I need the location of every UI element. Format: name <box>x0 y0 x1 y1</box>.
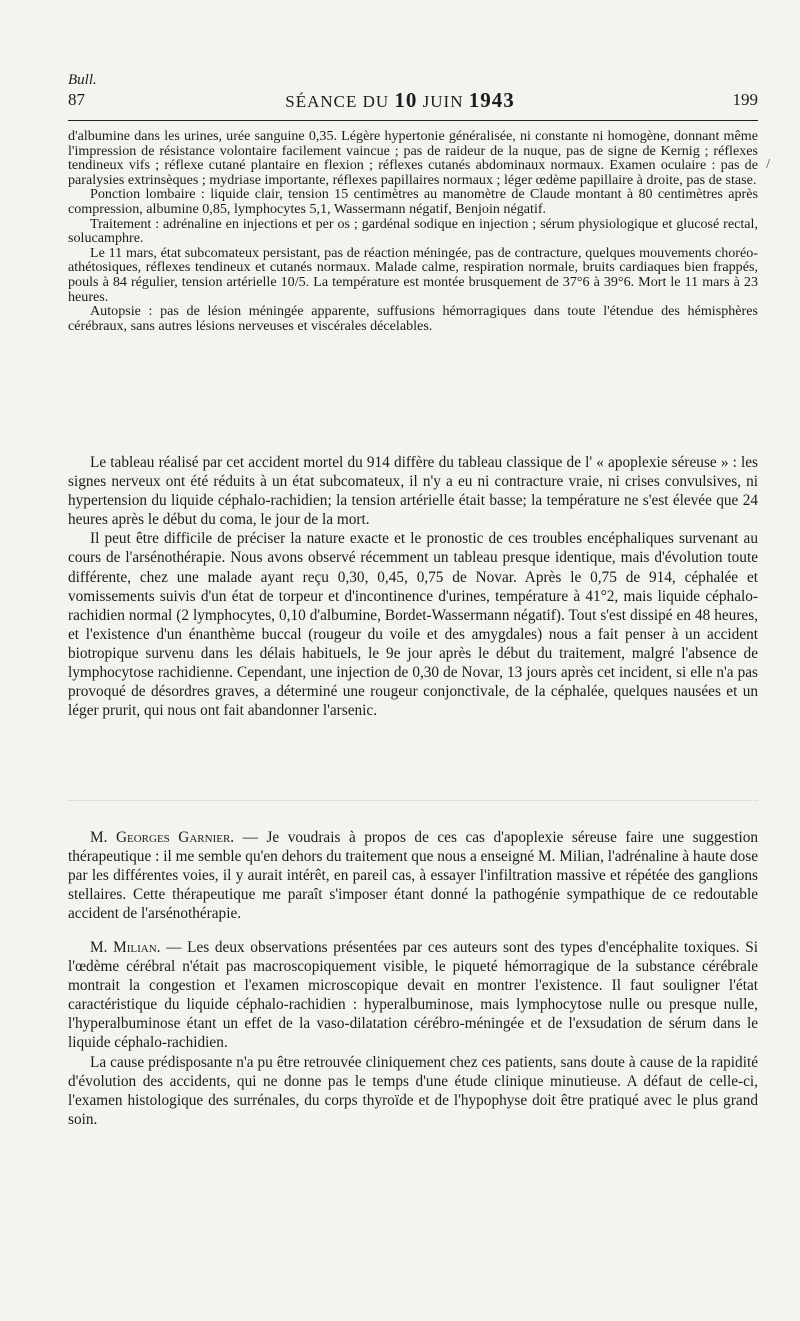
speaker-name: M. Milian. <box>90 939 161 956</box>
case-paragraph: d'albumine dans les urines, urée sanguine 0,35. Légère hypertonie généralisée, ni constante ni homogène, donnant même l'impression de résistance volontaire facilement vaincue ; pas de raideur de la nuque, pas de signe de Kernig ; réflexes tendineux vifs ; réflexe cutané plantaire en flexion ; réflexes cutanés abdominaux normaux. Examen oculaire : pas de paralysies extrinsèques ; mydriase importante, réflexes papillaires normaux ; léger œdème papillaire à droite, pas de stase. <box>68 128 758 188</box>
milian-paragraph-2: La cause prédisposante n'a pu être retrouvée cliniquement chez ces patients, sans doute à cause de la rapidité d'évolution des accidents, qui ne donne pas le temps d'une étude clinique minutieuse. A défaut de celle-ci, l'examen histologique des surrénales, du corps thyroïde et de l'hypophyse doit être pratiqué avec le plus grand soin. <box>68 1053 758 1128</box>
issue-number: 87 <box>68 90 85 109</box>
milian-paragraph <box>68 938 758 1053</box>
case-paragraph: Autopsie : pas de lésion méningée apparente, suffusions hémorragiques dans toute l'étendue des hémisphères cérébraux, sans autres lésions nerveuses et viscérales décelables. <box>68 303 758 334</box>
margin-mark: / <box>766 157 770 172</box>
session-month: JUIN <box>422 92 464 111</box>
running-title <box>0 88 800 113</box>
discussion-paragraph: Il peut être difficile de préciser la nature exacte et le pronostic de ces troubles encéphaliques survenant au cours de l'arsénothérapie. Nous avons observé récemment un tableau presque identique, mais d'évolution toute différente, chez une malade ayant reçu 0,30, 0,45, 0,75 de Novar. Après le 0,75 de 914, céphalée et vomissements suivis d'un état de torpeur et d'incontinence d'urines, température à 41°2, mais liquide céphalo-rachidien normal (2 lymphocytes, 0,10 d'albumine, Bordet-Wassermann négatif). Tout s'est dissipé en 48 heures, et l'existence d'un énanthème buccal (rougeur du voile et des amygdales) nous a fait penser à un accident biotropique survenu dans les délais habituels, le 9e jour après le début du traitement, malgré l'absence de lymphocytose rachidienne. Cependant, une injection de 0,30 de Novar, 13 jours après cet incident, si elle n'a pas provoqué de désordres graves, a déterminé une rougeur conjonctivale, de la céphalée, quelques nausées et un léger prurit, qui nous ont fait abandonner l'arsenic. <box>68 530 758 720</box>
discussion-paragraph: Le tableau réalisé par cet accident mortel du 914 diffère du tableau classique de l' « apoplexie séreuse » : les signes nerveux ont été réduits à un état subcomateux, il n'y a eu ni contracture vraie, ni crises convulsives, ni hypertension du liquide céphalo-rachidien; la tension artérielle était basse; la température ne s'est élevée que 24 heures après le début du coma, le jour de la mort. <box>68 454 758 529</box>
session-label: SÉANCE DU <box>285 92 390 111</box>
case-paragraph: Ponction lombaire : liquide clair, tension 15 centimètres au manomètre de Claude montant à 80 centimètres après compression, albumine 0,85, lymphocytes 5,1, Wassermann négatif, Benjoin négatif. <box>68 186 758 217</box>
remark-text: — Les deux observations présentées par ces auteurs sont des types d'encéphalite toxiques. Si l'œdème cérébral n'était pas macroscopiquement visible, le piqueté hémorragique de la substance cérébrale montrait la congestion et l'examen microscopique devait en montrer l'existence. Il faut souligner l'état caractéristique du liquide céphalo-rachidien : hyperalbuminose, mais lymphocytose nulle ou presque nulle, l'hyperalbuminose étant un effet de la vaso-dilatation cérébro-méningée et de l'exsudation de sérum dans le liquide céphalo-rachidien. <box>68 939 759 1052</box>
garnier-paragraph <box>68 828 758 923</box>
speaker-name: M. Georges Garnier. <box>90 829 235 846</box>
header-rule <box>68 120 758 121</box>
remark-text: — Je voudrais à propos de ces cas d'apoplexie séreuse faire une suggestion thérapeutique : il me semble qu'en dehors du traitement que nous a enseigné M. Milian, l'adrénaline à haute dose par les différentes voies, il y aurait intérêt, en pareil cas, à essayer l'infiltration massive et répétée des ganglions stellaires. Cette thérapeutique me paraît s'imposer étant donné la pathogénie sympathique de ce redoutable accident de l'arsénothérapie. <box>68 829 759 923</box>
case-report <box>68 129 758 333</box>
journal-abbrev: Bull. <box>68 72 97 88</box>
discussion <box>68 453 758 720</box>
page-number: 199 <box>732 90 758 109</box>
section-divider <box>68 800 758 801</box>
milian-remark <box>68 938 758 1129</box>
session-year: 1943 <box>468 88 515 112</box>
case-paragraph: Traitement : adrénaline en injections et per os ; gardénal sodique en injection ; sérum physiologique et glucosé rectal, solucamphre. <box>68 215 758 247</box>
garnier-remark <box>68 828 758 923</box>
case-paragraph: Le 11 mars, état subcomateux persistant, pas de réaction méningée, pas de contracture, quelques mouvements choréo-athétosiques, réflexes tendineux et cutanés normaux. Malade calme, respiration normale, bruits cardiaques bien frappés, pouls à 84 régulier, tension artérielle 10/5. La température est montée brusquement de 37°6 à 39°6. Mort le 11 mars à 23 heures. <box>68 244 758 305</box>
session-day: 10 <box>394 88 418 112</box>
